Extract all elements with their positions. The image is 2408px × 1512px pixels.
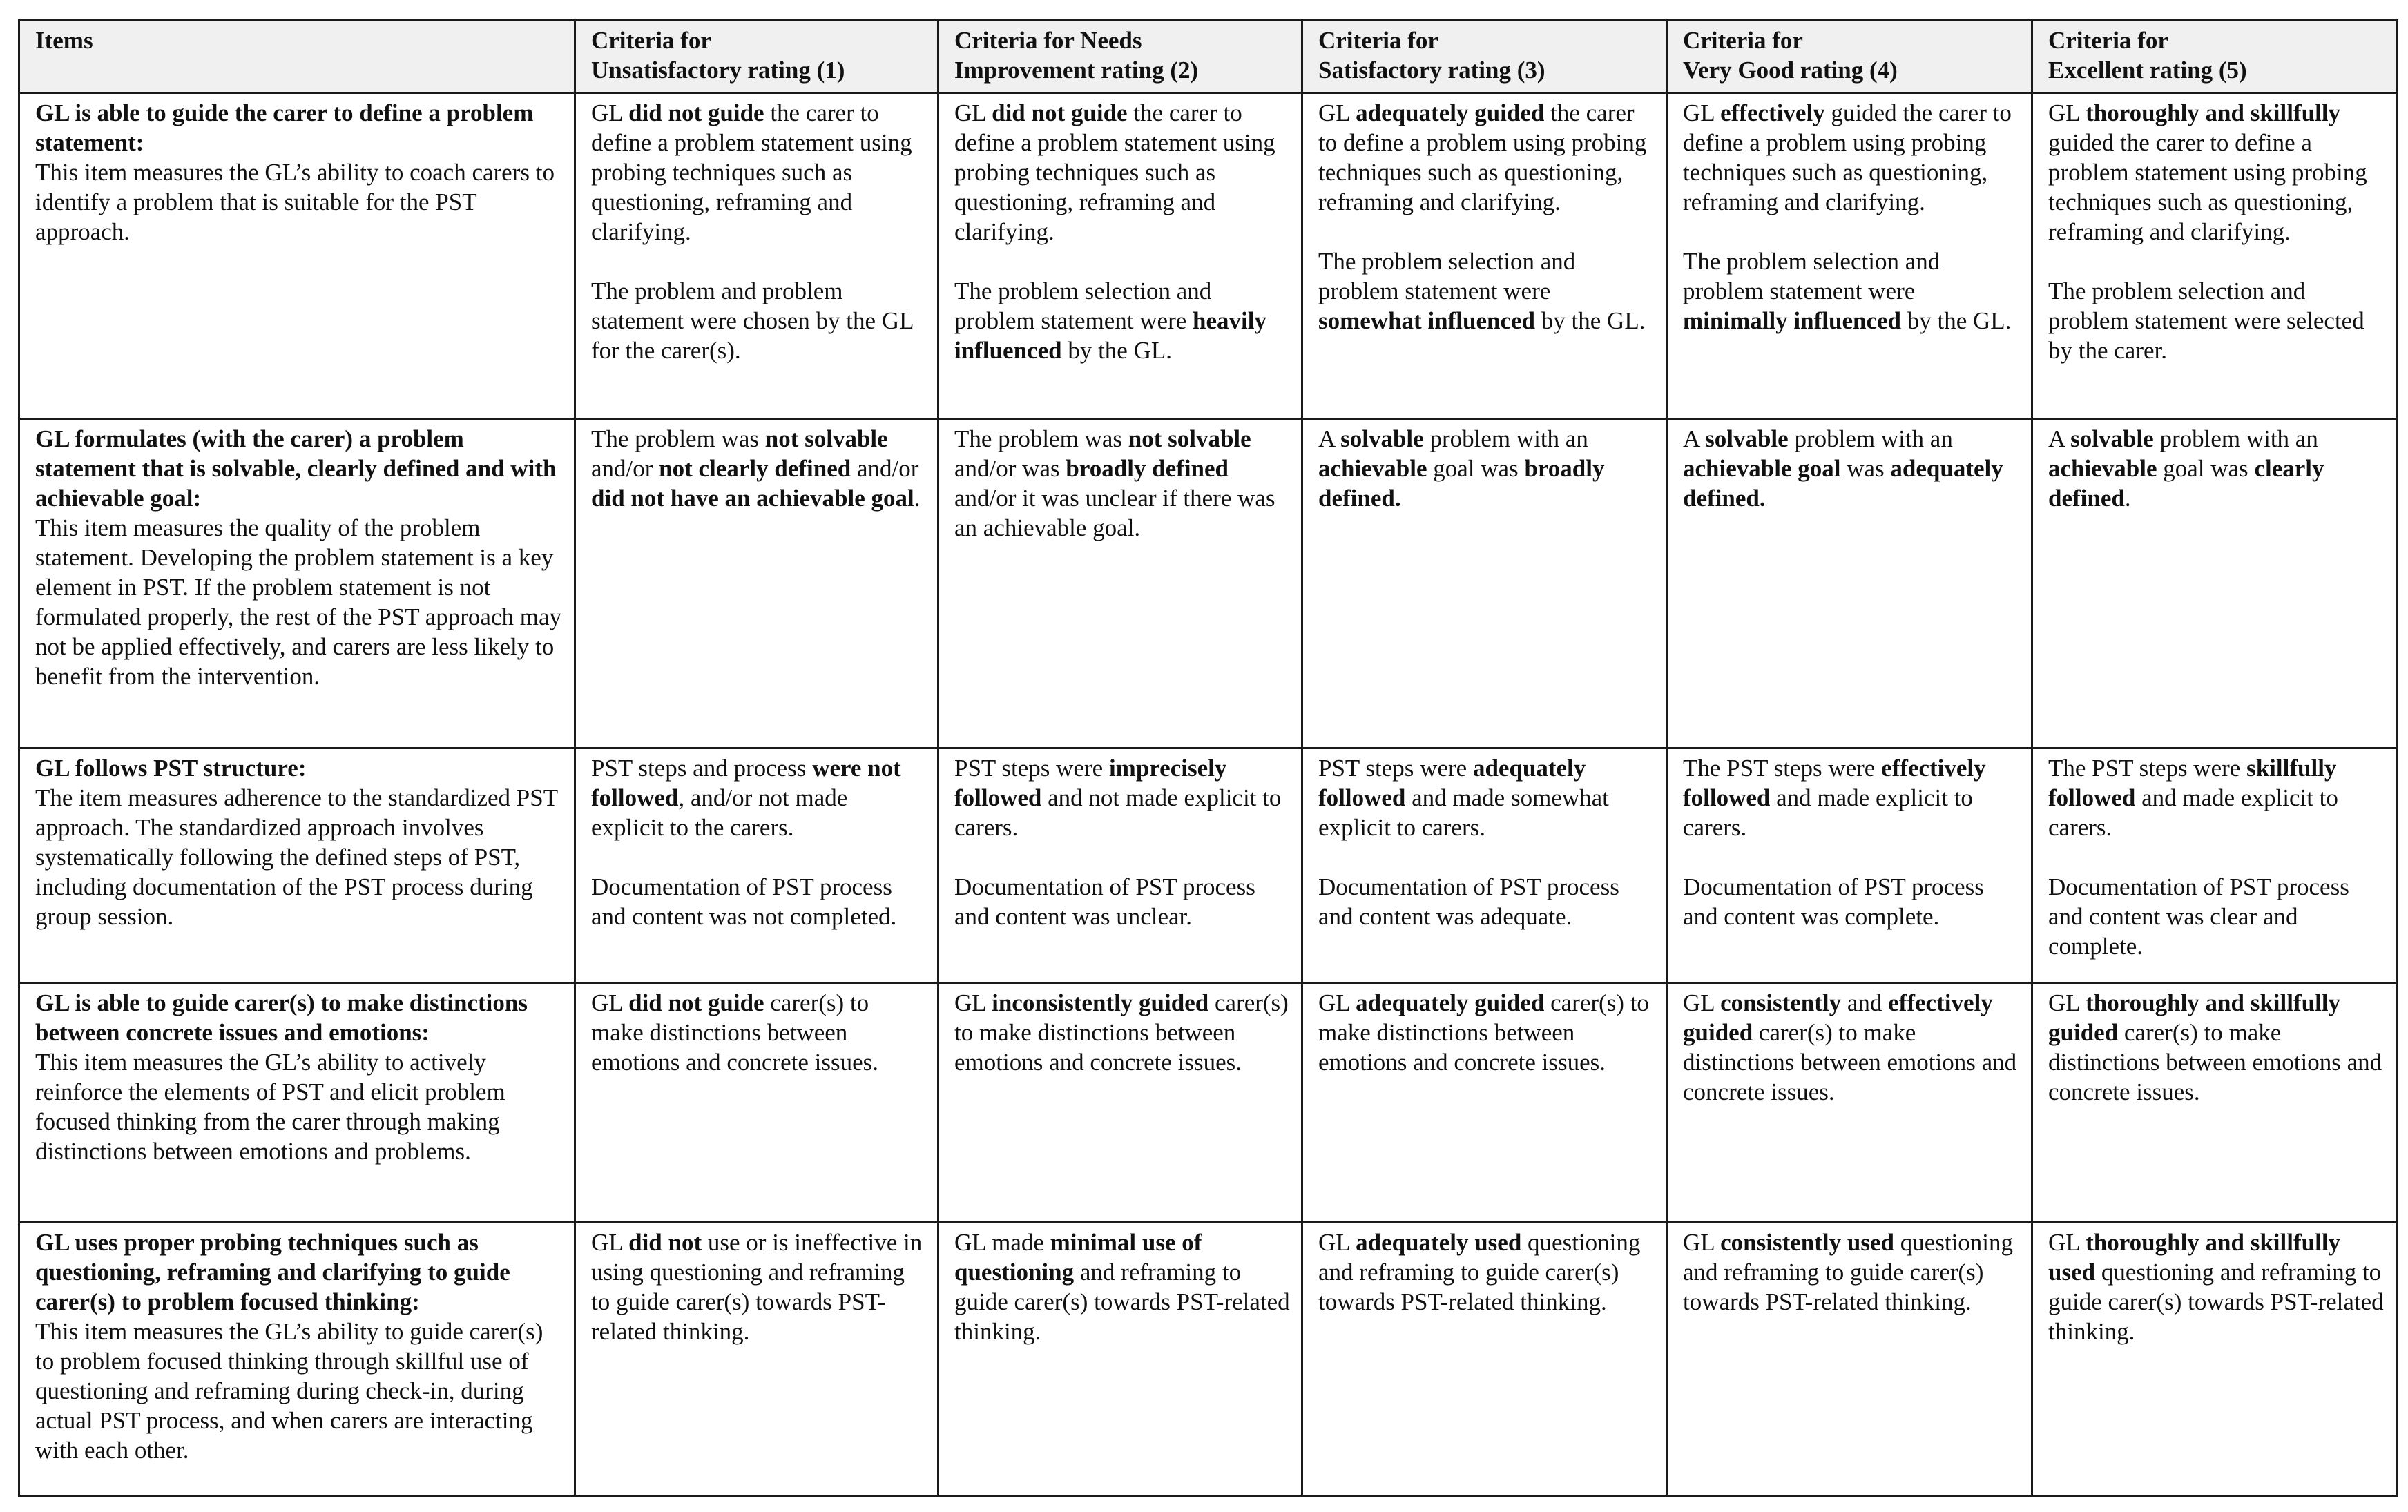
criteria-text: carer(s) to make distinctions between emotions and concrete issues. <box>1318 989 1649 1076</box>
criteria-text: problem with an <box>2153 425 2318 452</box>
item-description: This item measures the GL’s ability to coach carers to identify a problem that is suitable for the PST approach. <box>35 159 555 245</box>
criteria-paragraph <box>591 872 926 931</box>
criteria-paragraph <box>591 98 926 246</box>
criteria-emphasis: solvable <box>1340 425 1424 452</box>
criteria-text: The problem selection and problem statement were <box>954 278 1212 334</box>
criteria-text: GL made <box>954 1229 1050 1256</box>
criteria-paragraph <box>2048 276 2385 365</box>
criteria-text: and made explicit to carers. <box>2048 784 2338 841</box>
header-very-good <box>1667 21 2032 93</box>
criteria-emphasis: broadly defined <box>1066 455 1229 482</box>
criteria-paragraph <box>2048 753 2385 842</box>
criteria-text: GL <box>1683 99 1721 126</box>
criteria-emphasis: adequately guided <box>1356 989 1545 1016</box>
item-cell <box>19 419 575 748</box>
criteria-cell <box>1302 419 1667 748</box>
header-satisfactory <box>1302 21 1667 93</box>
header-line: Criteria for <box>591 27 711 54</box>
criteria-text: PST steps and process <box>591 755 813 782</box>
criteria-text: questioning and reframing to guide carer(s) towards PST-related thinking. <box>1318 1229 1641 1315</box>
header-line: Unsatisfactory rating (1) <box>591 57 845 84</box>
criteria-text: carer(s) to make distinctions between emotions and concrete issues. <box>1683 1019 2017 1105</box>
criteria-emphasis: adequately used <box>1356 1229 1522 1256</box>
header-needs-improvement <box>938 21 1302 93</box>
item-title: GL formulates (with the carer) a problem statement that is solvable, clearly defined and with achievable goal: <box>35 425 557 512</box>
criteria-paragraph <box>2048 424 2385 513</box>
criteria-paragraph <box>2048 988 2385 1107</box>
criteria-text: GL <box>591 99 629 126</box>
criteria-text: questioning and reframing to guide carer(s) towards PST-related thinking. <box>1683 1229 2014 1315</box>
criteria-emphasis: solvable <box>2070 425 2154 452</box>
criteria-cell <box>1667 748 2032 983</box>
criteria-paragraph <box>1318 753 1655 842</box>
criteria-text: The PST steps were <box>1683 755 1882 782</box>
criteria-text: problem with an <box>1423 425 1588 452</box>
criteria-cell <box>938 748 1302 983</box>
criteria-emphasis: solvable <box>1705 425 1789 452</box>
criteria-text: Documentation of PST process and content was clear and complete. <box>2048 873 2349 960</box>
criteria-paragraph <box>1318 988 1655 1077</box>
criteria-emphasis: adequately followed <box>1318 755 1586 811</box>
criteria-text: PST steps were <box>954 755 1109 782</box>
item-cell <box>19 1223 575 1496</box>
item-cell <box>19 983 575 1223</box>
criteria-emphasis: achievable goal <box>1683 455 1841 482</box>
criteria-text: . <box>2124 485 2131 512</box>
criteria-emphasis: clearly defined <box>2048 455 2324 512</box>
criteria-text: . <box>914 485 921 512</box>
criteria-emphasis: did not have an achievable goal <box>591 485 914 512</box>
criteria-text: The problem was <box>954 425 1128 452</box>
rubric-table <box>18 19 2398 1497</box>
criteria-paragraph <box>1683 753 2020 842</box>
criteria-cell <box>575 1223 938 1496</box>
criteria-cell <box>1302 748 1667 983</box>
criteria-paragraph <box>1683 872 2020 931</box>
table-row <box>19 1223 2398 1496</box>
criteria-cell <box>938 1223 1302 1496</box>
criteria-text: GL <box>2048 989 2086 1016</box>
criteria-emphasis: consistently <box>1720 989 1842 1016</box>
criteria-text: GL <box>1683 989 1721 1016</box>
criteria-emphasis: effectively followed <box>1683 755 1986 811</box>
table-row <box>19 983 2398 1223</box>
criteria-cell <box>2032 419 2398 748</box>
criteria-paragraph <box>591 988 926 1077</box>
criteria-cell <box>1302 983 1667 1223</box>
criteria-text: The problem selection and problem statement were <box>1318 248 1576 304</box>
criteria-text: carer(s) to make distinctions between emotions and concrete issues. <box>954 989 1289 1076</box>
criteria-text: GL <box>591 989 629 1016</box>
item-title: GL follows PST structure: <box>35 755 307 782</box>
criteria-paragraph <box>954 988 1290 1077</box>
criteria-emphasis: thoroughly and skillfully guided <box>2048 989 2341 1046</box>
criteria-cell <box>575 983 938 1223</box>
criteria-text: Documentation of PST process and content was adequate. <box>1318 873 1619 930</box>
item-cell <box>19 93 575 419</box>
item-title: GL is able to guide the carer to define a problem statement: <box>35 99 534 156</box>
criteria-text: problem with an <box>1788 425 1953 452</box>
criteria-emphasis: heavily influenced <box>954 307 1266 364</box>
table-row <box>19 748 2398 983</box>
criteria-paragraph <box>1683 1228 2020 1317</box>
criteria-text: guided the carer to define a problem using probing techniques such as questioning, reframing and clarifying. <box>1683 99 2012 215</box>
criteria-emphasis: effectively <box>1720 99 1825 126</box>
criteria-cell <box>1302 1223 1667 1496</box>
header-line: Criteria for <box>2048 27 2168 54</box>
criteria-text: and made explicit to carers. <box>1683 784 1973 841</box>
header-unsatisfactory <box>575 21 938 93</box>
criteria-text: goal was <box>2157 455 2255 482</box>
criteria-text: and/or <box>851 455 919 482</box>
header-row <box>19 21 2398 93</box>
criteria-emphasis: adequately defined. <box>1683 455 2003 512</box>
criteria-emphasis: broadly defined. <box>1318 455 1605 512</box>
criteria-text: The problem was <box>591 425 765 452</box>
criteria-cell <box>2032 1223 2398 1496</box>
criteria-text: and/or was <box>954 455 1066 482</box>
criteria-cell <box>1667 1223 2032 1496</box>
criteria-text: GL <box>1683 1229 1721 1256</box>
criteria-text: GL <box>1318 99 1356 126</box>
criteria-cell <box>1667 419 2032 748</box>
criteria-text: by the GL. <box>1061 337 1172 364</box>
header-excellent <box>2032 21 2398 93</box>
item-description: This item measures the GL’s ability to guide carer(s) to problem focused thinking through skillful use of questioning and reframing during check-in, during actual PST process, and when carers are interacting with each other. <box>35 1318 543 1464</box>
criteria-cell <box>2032 93 2398 419</box>
criteria-text: GL <box>954 989 992 1016</box>
criteria-paragraph <box>954 753 1290 842</box>
item-description: This item measures the quality of the problem statement. Developing the problem statement is a key element in PST. If the problem statement is not formulated properly, the rest of the PST approach may not be applied effectively, and carers are less likely to benefit from the intervention. <box>35 514 562 690</box>
criteria-emphasis: skillfully followed <box>2048 755 2337 811</box>
criteria-emphasis: somewhat influenced <box>1318 307 1536 334</box>
criteria-cell <box>938 93 1302 419</box>
criteria-text: GL <box>2048 1229 2086 1256</box>
criteria-emphasis: achievable <box>2048 455 2157 482</box>
criteria-emphasis: minimally influenced <box>1683 307 1901 334</box>
criteria-paragraph <box>1318 1228 1655 1317</box>
criteria-emphasis: did not guide <box>628 989 764 1016</box>
criteria-text: by the GL. <box>1901 307 2012 334</box>
criteria-text: Documentation of PST process and content was not completed. <box>591 873 897 930</box>
item-title: GL is able to guide carer(s) to make distinctions between concrete issues and emotions: <box>35 989 528 1046</box>
criteria-emphasis: were not followed <box>591 755 901 811</box>
criteria-paragraph <box>1318 246 1655 336</box>
criteria-text: Documentation of PST process and content was unclear. <box>954 873 1255 930</box>
criteria-text: use or is ineffective in using questioning and reframing to guide carer(s) towards PST-related thinking. <box>591 1229 923 1345</box>
criteria-text: and reframing to guide carer(s) towards PST-related thinking. <box>954 1259 1290 1345</box>
criteria-text: A <box>1683 425 1706 452</box>
criteria-text: The problem selection and problem statement were selected by the carer. <box>2048 278 2364 364</box>
criteria-text: , and/or not made explicit to the carers. <box>591 784 848 841</box>
criteria-cell <box>575 93 938 419</box>
criteria-emphasis: minimal use of questioning <box>954 1229 1202 1286</box>
criteria-cell <box>575 419 938 748</box>
criteria-cell <box>938 419 1302 748</box>
table-row <box>19 419 2398 748</box>
criteria-cell <box>1667 983 2032 1223</box>
criteria-paragraph <box>1683 98 2020 217</box>
item-title: GL uses proper probing techniques such as questioning, reframing and clarifying to guide carer(s) to problem focused thinking: <box>35 1229 510 1315</box>
criteria-paragraph <box>954 424 1290 543</box>
criteria-text: GL <box>954 99 992 126</box>
criteria-emphasis: thoroughly and skillfully <box>2086 99 2341 126</box>
criteria-text: GL <box>591 1229 629 1256</box>
table-row <box>19 93 2398 419</box>
criteria-text: the carer to define a problem statement using probing techniques such as questioning, reframing and clarifying. <box>591 99 912 245</box>
criteria-paragraph <box>591 753 926 842</box>
criteria-text: Documentation of PST process and content was complete. <box>1683 873 1984 930</box>
criteria-cell <box>1667 93 2032 419</box>
criteria-text: A <box>1318 425 1341 452</box>
criteria-text: PST steps were <box>1318 755 1473 782</box>
criteria-paragraph <box>591 276 926 365</box>
header-line: Satisfactory rating (3) <box>1318 57 1545 84</box>
criteria-cell <box>938 983 1302 1223</box>
header-items <box>19 21 575 93</box>
criteria-text: was <box>1840 455 1891 482</box>
criteria-paragraph <box>1318 98 1655 217</box>
criteria-text: The PST steps were <box>2048 755 2247 782</box>
criteria-paragraph <box>1318 872 1655 931</box>
criteria-emphasis: not solvable <box>1128 425 1251 452</box>
criteria-text: GL <box>1318 989 1356 1016</box>
criteria-paragraph <box>1683 246 2020 336</box>
header-line: Criteria for <box>1683 27 1803 54</box>
criteria-emphasis: did not guide <box>992 99 1128 126</box>
header-line: Excellent rating (5) <box>2048 57 2247 84</box>
header-line: Improvement rating (2) <box>954 57 1199 84</box>
item-cell <box>19 748 575 983</box>
item-description: The item measures adherence to the standardized PST approach. The standardized approach involves systematically following the defined steps of PST, including documentation of the PST process during group session. <box>35 784 558 930</box>
criteria-paragraph <box>954 276 1290 365</box>
criteria-text: and made somewhat explicit to carers. <box>1318 784 1609 841</box>
criteria-paragraph <box>2048 98 2385 246</box>
criteria-text: carer(s) to make distinctions between emotions and concrete issues. <box>591 989 879 1076</box>
criteria-paragraph <box>954 98 1290 246</box>
criteria-emphasis: not solvable <box>764 425 888 452</box>
criteria-text: and <box>1841 989 1889 1016</box>
criteria-emphasis: did not guide <box>628 99 764 126</box>
criteria-text: goal was <box>1427 455 1525 482</box>
header-line: Very Good rating (4) <box>1683 57 1898 84</box>
header-items-label: Items <box>35 27 93 54</box>
criteria-emphasis: adequately guided <box>1356 99 1545 126</box>
criteria-text: questioning and reframing to guide carer(s) towards PST-related thinking. <box>2048 1259 2384 1345</box>
criteria-emphasis: consistently used <box>1720 1229 1894 1256</box>
criteria-paragraph <box>2048 1228 2385 1346</box>
criteria-emphasis: did not <box>628 1229 702 1256</box>
criteria-text: GL <box>2048 99 2086 126</box>
criteria-emphasis: not clearly defined <box>659 455 851 482</box>
criteria-cell <box>2032 748 2398 983</box>
criteria-cell <box>575 748 938 983</box>
header-line: Criteria for Needs <box>954 27 1142 54</box>
criteria-cell <box>1302 93 1667 419</box>
criteria-text: the carer to define a problem using probing techniques such as questioning, reframing and clarifying. <box>1318 99 1647 215</box>
criteria-emphasis: imprecisely followed <box>954 755 1227 811</box>
criteria-text: by the GL. <box>1535 307 1646 334</box>
criteria-text: and not made explicit to carers. <box>954 784 1282 841</box>
criteria-paragraph <box>954 872 1290 931</box>
criteria-text: A <box>2048 425 2071 452</box>
criteria-text: The problem and problem statement were chosen by the GL for the carer(s). <box>591 278 914 364</box>
criteria-paragraph <box>954 1228 1290 1346</box>
criteria-emphasis: achievable <box>1318 455 1427 482</box>
criteria-paragraph <box>2048 872 2385 961</box>
criteria-text: The problem selection and problem statement were <box>1683 248 1940 304</box>
criteria-paragraph <box>1318 424 1655 513</box>
criteria-text: carer(s) to make distinctions between emotions and concrete issues. <box>2048 1019 2382 1105</box>
criteria-emphasis: inconsistently guided <box>992 989 1209 1016</box>
item-description: This item measures the GL’s ability to actively reinforce the elements of PST and elicit problem focused thinking from the carer through making distinctions between emotions and problems. <box>35 1049 505 1165</box>
criteria-text: GL <box>1318 1229 1356 1256</box>
criteria-text: and/or it was unclear if there was an achievable goal. <box>954 485 1275 541</box>
criteria-paragraph <box>591 1228 926 1346</box>
criteria-text: guided the carer to define a problem statement using probing techniques such as questioning, reframing and clarifying. <box>2048 129 2367 245</box>
criteria-paragraph <box>591 424 926 513</box>
criteria-text: the carer to define a problem statement using probing techniques such as questioning, reframing and clarifying. <box>954 99 1275 245</box>
criteria-emphasis: thoroughly and skillfully used <box>2048 1229 2341 1286</box>
header-line: Criteria for <box>1318 27 1438 54</box>
criteria-emphasis: effectively guided <box>1683 989 1993 1046</box>
criteria-text: and/or <box>591 455 659 482</box>
criteria-paragraph <box>1683 424 2020 513</box>
criteria-paragraph <box>1683 988 2020 1107</box>
criteria-cell <box>2032 983 2398 1223</box>
